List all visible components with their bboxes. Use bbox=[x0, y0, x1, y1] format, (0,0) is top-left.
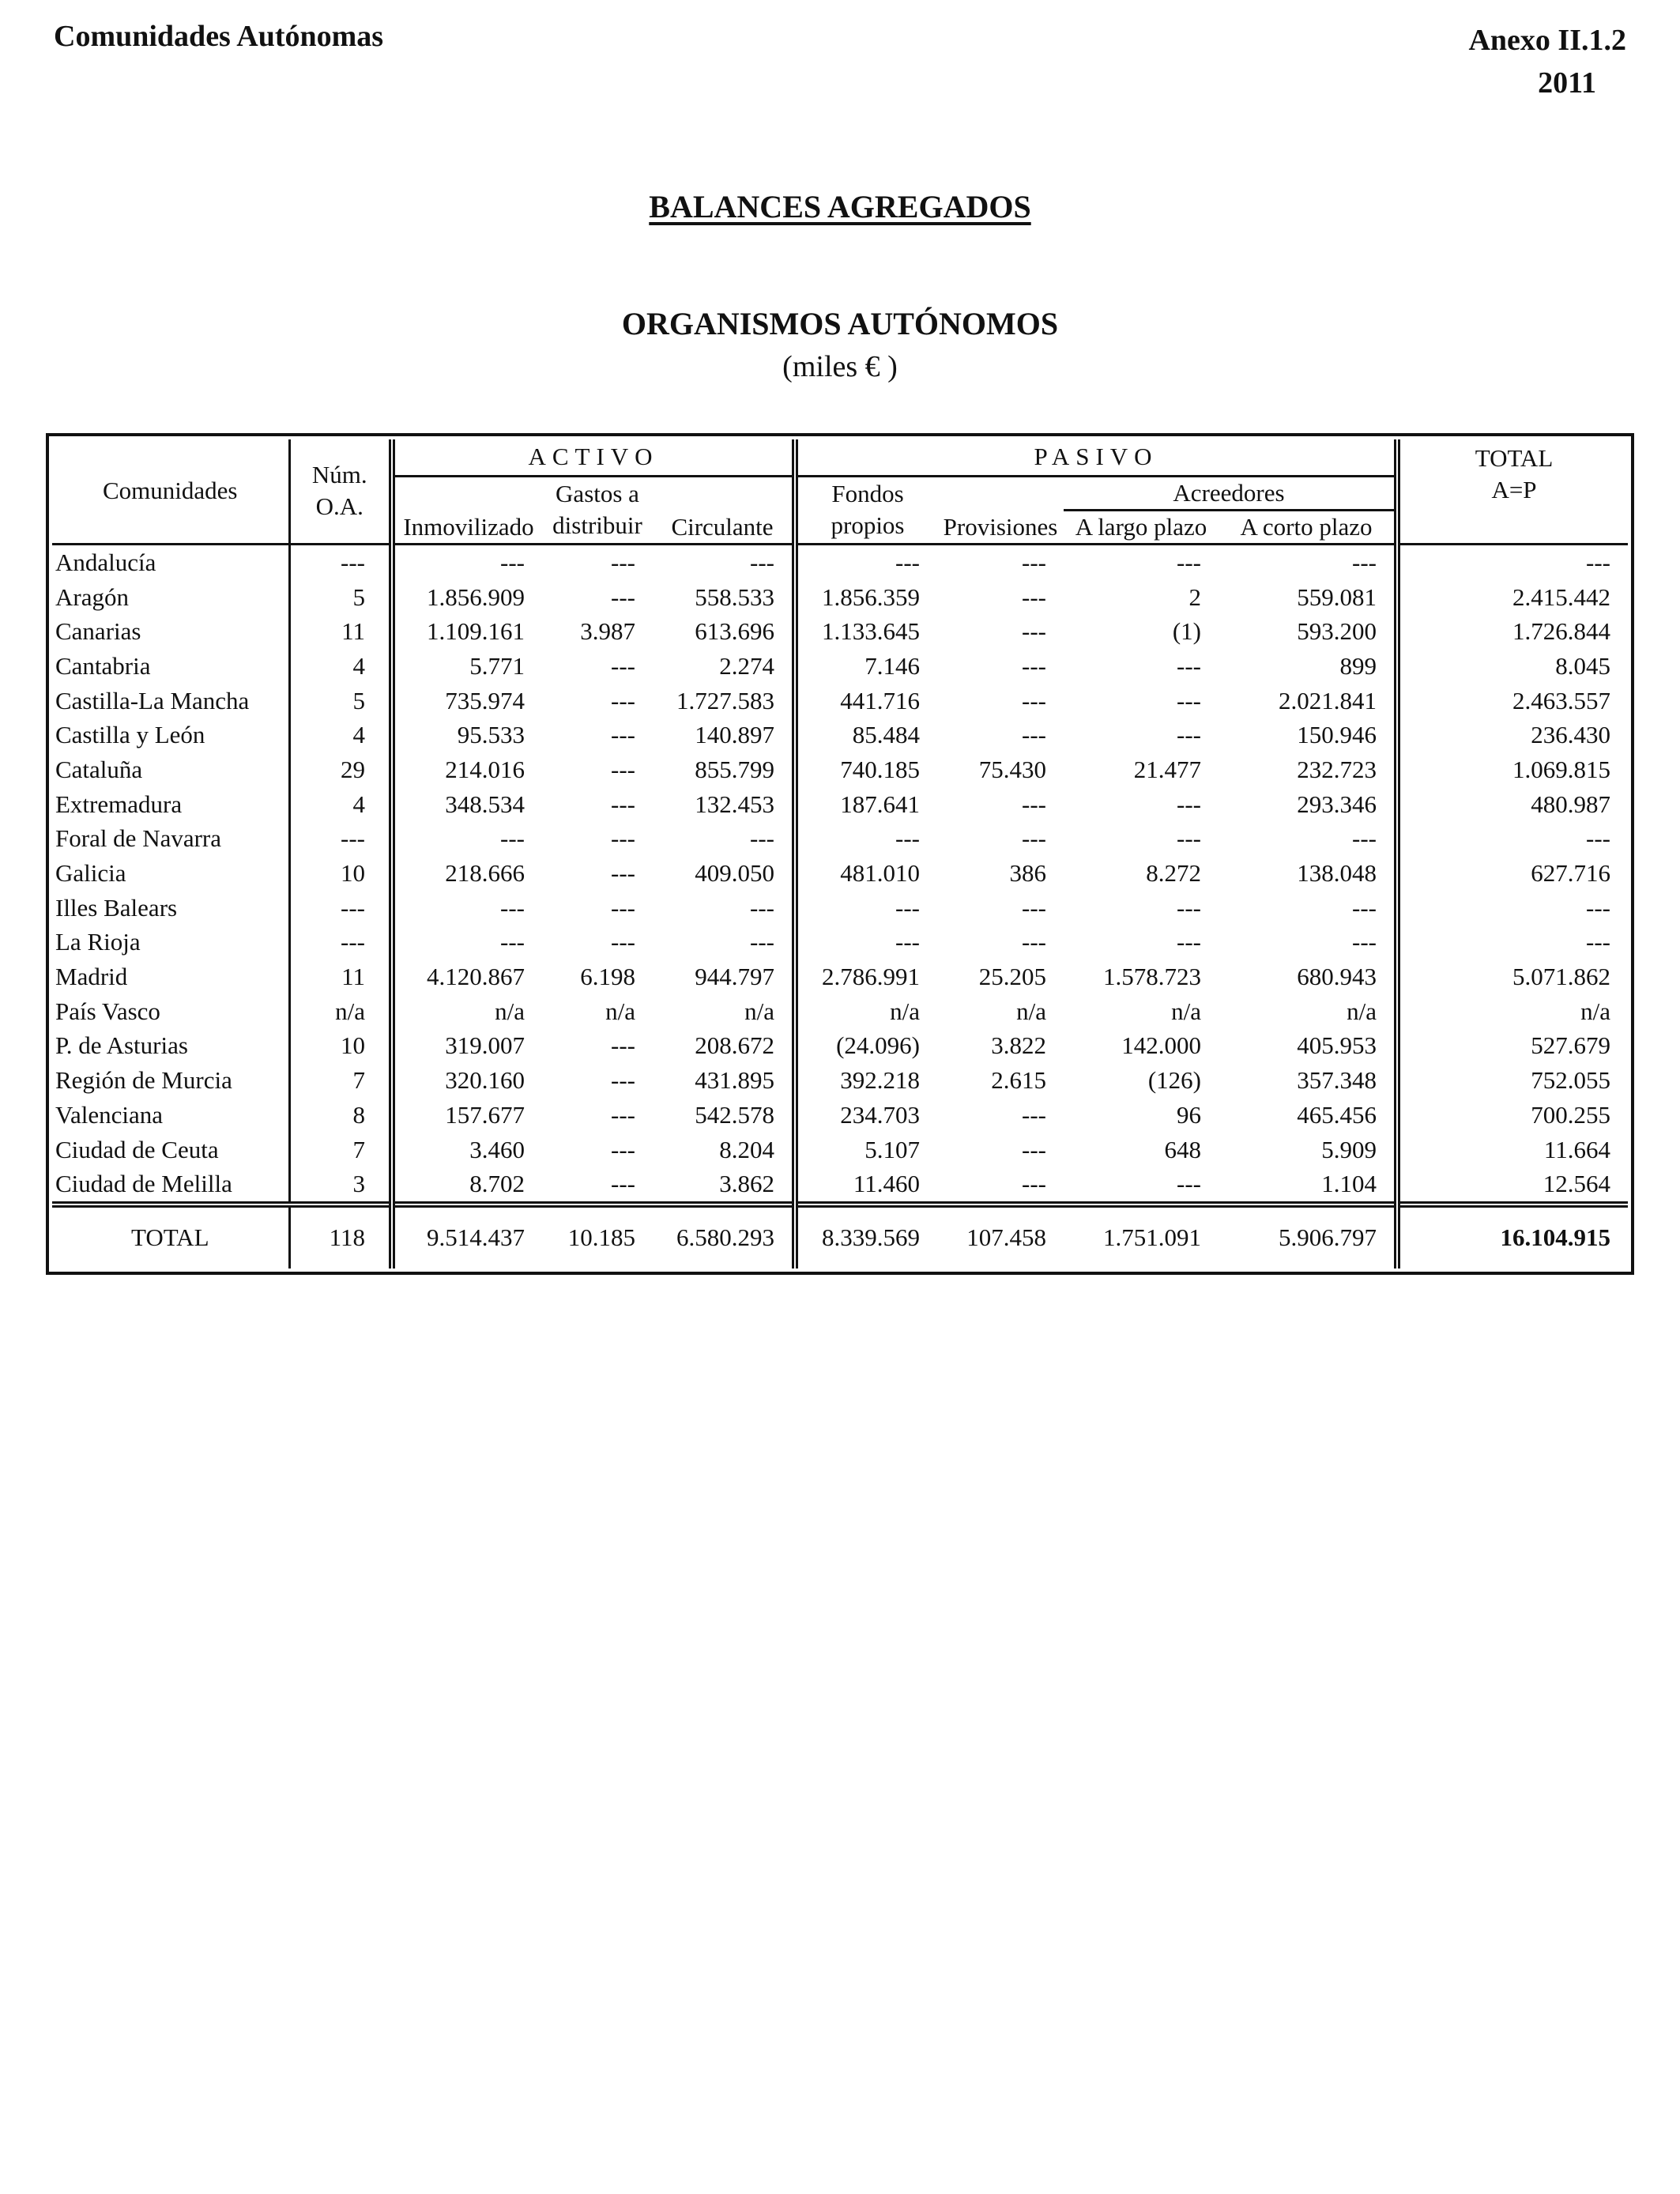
cell-largo-plazo: --- bbox=[1177, 893, 1201, 922]
cell-inmovilizado: 5.771 bbox=[392, 649, 542, 684]
cell-inmovilizado: 157.677 bbox=[392, 1098, 542, 1133]
cell-inmovilizado: 348.534 bbox=[392, 786, 542, 821]
table-row bbox=[52, 614, 1628, 649]
cell-inmovilizado: 8.702 bbox=[392, 1167, 542, 1204]
cell-fondos: 1.856.359 bbox=[795, 579, 937, 614]
cell-comunidad: Andalucía bbox=[52, 544, 289, 579]
cell-num-oa: 11 bbox=[289, 959, 392, 994]
cell-fondos: 441.716 bbox=[795, 683, 937, 718]
cell-provisiones: --- bbox=[1022, 582, 1046, 611]
cell-fondos: --- bbox=[795, 925, 937, 959]
cell-total: n/a bbox=[1397, 993, 1628, 1028]
cell-provisiones: 2.615 bbox=[991, 1066, 1046, 1095]
cell-comunidad: Cataluña bbox=[52, 752, 289, 787]
cell-circulante: 409.050 bbox=[695, 859, 774, 888]
cell-provisiones: --- bbox=[1022, 686, 1046, 714]
group-activo: ACTIVO bbox=[392, 439, 795, 476]
col-comunidades: Comunidades bbox=[52, 439, 289, 544]
cell-gastos: --- bbox=[611, 1135, 635, 1163]
cell-total: 11.664 bbox=[1397, 1132, 1628, 1167]
cell-comunidad: P. de Asturias bbox=[52, 1028, 289, 1063]
cell-comunidad: Canarias bbox=[52, 614, 289, 649]
cell-circulante: --- bbox=[750, 824, 774, 853]
cell-provisiones: --- bbox=[1022, 1135, 1046, 1163]
cell-provisiones: --- bbox=[1022, 1170, 1046, 1198]
cell-num-oa: 8 bbox=[289, 1098, 392, 1133]
cell-num-oa: 4 bbox=[289, 649, 392, 684]
balance-table bbox=[52, 439, 1628, 1269]
cell-inmovilizado: 319.007 bbox=[392, 1028, 542, 1063]
cell-inmovilizado: 95.533 bbox=[392, 718, 542, 752]
col-fondos-line2: propios bbox=[831, 511, 905, 539]
cell-comunidad: La Rioja bbox=[52, 925, 289, 959]
cell-circulante: 3.862 bbox=[719, 1170, 774, 1198]
group-pasivo: PASIVO bbox=[795, 439, 1397, 476]
cell-gastos: --- bbox=[611, 1066, 635, 1095]
cell-corto-plazo: 150.946 bbox=[1297, 721, 1377, 749]
cell-corto-plazo: 680.943 bbox=[1297, 963, 1377, 991]
cell-num-oa: 11 bbox=[289, 614, 392, 649]
group-acreedores: Acreedores bbox=[1064, 476, 1397, 510]
table-body bbox=[52, 544, 1628, 1269]
cell-corto-plazo: 138.048 bbox=[1297, 859, 1377, 888]
cell-corto-plazo: 405.953 bbox=[1297, 1031, 1377, 1060]
page-title: BALANCES AGREGADOS bbox=[649, 189, 1031, 224]
table-row bbox=[52, 683, 1628, 718]
cell-inmovilizado: 1.109.161 bbox=[392, 614, 542, 649]
cell-num-oa: 5 bbox=[289, 579, 392, 614]
table-row bbox=[52, 752, 1628, 787]
cell-comunidad: Región de Murcia bbox=[52, 1063, 289, 1098]
cell-gastos: --- bbox=[611, 1170, 635, 1198]
cell-largo-plazo: 96 bbox=[1177, 1100, 1201, 1129]
cell-provisiones: 25.205 bbox=[978, 963, 1046, 991]
cell-provisiones: --- bbox=[1022, 1100, 1046, 1129]
cell-total: 236.430 bbox=[1397, 718, 1628, 752]
cell-fondos: 5.107 bbox=[795, 1132, 937, 1167]
cell-total: --- bbox=[1397, 925, 1628, 959]
cell-fondos: (24.096) bbox=[795, 1028, 937, 1063]
cell-largo-plazo: 21.477 bbox=[1133, 755, 1201, 783]
cell-gastos: --- bbox=[611, 686, 635, 714]
annex-label: Anexo II.1.2 bbox=[1468, 24, 1626, 57]
cell-inmovilizado: n/a bbox=[392, 993, 542, 1028]
cell-circulante: 140.897 bbox=[695, 721, 774, 749]
cell-circulante: 2.274 bbox=[719, 651, 774, 680]
cell-provisiones: --- bbox=[1022, 548, 1046, 576]
cell-largo-plazo: 142.000 bbox=[1121, 1031, 1201, 1060]
cell-fondos: 392.218 bbox=[795, 1063, 937, 1098]
cell-num-oa: --- bbox=[289, 890, 392, 925]
cell-num-oa: --- bbox=[289, 544, 392, 579]
year-label: 2011 bbox=[1538, 66, 1596, 100]
cell-num-oa: 7 bbox=[289, 1132, 392, 1167]
cell-provisiones: --- bbox=[1022, 790, 1046, 818]
cell-fondos: 234.703 bbox=[795, 1098, 937, 1133]
total-total: 16.104.915 bbox=[1397, 1204, 1628, 1269]
cell-largo-plazo: (1) bbox=[1172, 617, 1201, 646]
total-num-oa: 118 bbox=[289, 1204, 392, 1269]
cell-inmovilizado: --- bbox=[392, 544, 542, 579]
cell-provisiones: --- bbox=[1022, 893, 1046, 922]
cell-num-oa: 7 bbox=[289, 1063, 392, 1098]
cell-provisiones: n/a bbox=[1016, 997, 1046, 1025]
col-corto-plazo: A corto plazo bbox=[1219, 510, 1397, 544]
cell-circulante: 208.672 bbox=[695, 1031, 774, 1060]
cell-corto-plazo: --- bbox=[1352, 548, 1377, 576]
table-row bbox=[52, 649, 1628, 684]
col-total-line1: TOTAL bbox=[1475, 444, 1554, 472]
cell-largo-plazo: 8.272 bbox=[1146, 859, 1201, 888]
cell-total: 1.726.844 bbox=[1397, 614, 1628, 649]
cell-corto-plazo: --- bbox=[1352, 824, 1377, 853]
cell-circulante: 558.533 bbox=[695, 582, 774, 611]
cell-total: 752.055 bbox=[1397, 1063, 1628, 1098]
cell-num-oa: n/a bbox=[289, 993, 392, 1028]
table-row bbox=[52, 718, 1628, 752]
page-subtitle: ORGANISMOS AUTÓNOMOS bbox=[621, 306, 1059, 341]
cell-gastos: --- bbox=[611, 548, 635, 576]
cell-gastos: 6.198 bbox=[580, 963, 635, 991]
cell-circulante: 855.799 bbox=[695, 755, 774, 783]
cell-num-oa: 4 bbox=[289, 718, 392, 752]
cell-gastos: --- bbox=[611, 790, 635, 818]
cell-circulante: 431.895 bbox=[695, 1066, 774, 1095]
cell-fondos: --- bbox=[795, 890, 937, 925]
cell-largo-plazo: 648 bbox=[1164, 1135, 1201, 1163]
col-inmovilizado: Inmovilizado bbox=[392, 476, 542, 544]
cell-comunidad: Madrid bbox=[52, 959, 289, 994]
total-provisiones: 107.458 bbox=[937, 1204, 1064, 1269]
cell-total: --- bbox=[1397, 544, 1628, 579]
col-largo-plazo: A largo plazo bbox=[1064, 510, 1219, 544]
cell-circulante: 8.204 bbox=[719, 1135, 774, 1163]
table-row bbox=[52, 1167, 1628, 1204]
cell-total: 2.463.557 bbox=[1397, 683, 1628, 718]
cell-inmovilizado: --- bbox=[392, 821, 542, 856]
cell-gastos: --- bbox=[611, 1031, 635, 1060]
total-corto-plazo: 5.906.797 bbox=[1219, 1204, 1397, 1269]
cell-provisiones: --- bbox=[1022, 651, 1046, 680]
cell-corto-plazo: --- bbox=[1352, 928, 1377, 956]
cell-provisiones: 75.430 bbox=[978, 755, 1046, 783]
cell-circulante: --- bbox=[750, 928, 774, 956]
cell-largo-plazo: 1.578.723 bbox=[1103, 963, 1201, 991]
cell-corto-plazo: 1.104 bbox=[1321, 1170, 1377, 1198]
cell-total: 627.716 bbox=[1397, 856, 1628, 891]
table-row bbox=[52, 579, 1628, 614]
cell-fondos: 1.133.645 bbox=[795, 614, 937, 649]
cell-num-oa: 5 bbox=[289, 683, 392, 718]
cell-total: 700.255 bbox=[1397, 1098, 1628, 1133]
cell-corto-plazo: --- bbox=[1352, 893, 1377, 922]
cell-circulante: --- bbox=[750, 893, 774, 922]
cell-largo-plazo: 2 bbox=[1188, 582, 1201, 611]
col-total-line2: A=P bbox=[1491, 476, 1537, 503]
cell-provisiones: --- bbox=[1022, 617, 1046, 646]
col-provisiones: Provisiones bbox=[937, 476, 1064, 544]
cell-inmovilizado: --- bbox=[392, 890, 542, 925]
cell-provisiones: --- bbox=[1022, 928, 1046, 956]
table-row bbox=[52, 786, 1628, 821]
cell-num-oa: 3 bbox=[289, 1167, 392, 1204]
table-row bbox=[52, 1063, 1628, 1098]
cell-corto-plazo: 593.200 bbox=[1297, 617, 1377, 646]
col-circulante: Circulante bbox=[653, 476, 795, 544]
cell-comunidad: Aragón bbox=[52, 579, 289, 614]
cell-corto-plazo: 465.456 bbox=[1297, 1100, 1377, 1129]
total-circulante: 6.580.293 bbox=[653, 1204, 795, 1269]
table-row bbox=[52, 890, 1628, 925]
cell-comunidad: Extremadura bbox=[52, 786, 289, 821]
cell-circulante: 542.578 bbox=[695, 1100, 774, 1129]
total-row bbox=[52, 1204, 1628, 1269]
cell-comunidad: Valenciana bbox=[52, 1098, 289, 1133]
cell-circulante: 944.797 bbox=[695, 963, 774, 991]
cell-largo-plazo: --- bbox=[1177, 651, 1201, 680]
table-row bbox=[52, 1028, 1628, 1063]
table-row bbox=[52, 925, 1628, 959]
col-gastos-line1: Gastos a bbox=[556, 480, 639, 507]
table-row bbox=[52, 821, 1628, 856]
cell-num-oa: 10 bbox=[289, 856, 392, 891]
cell-corto-plazo: 2.021.841 bbox=[1279, 686, 1377, 714]
cell-num-oa: 4 bbox=[289, 786, 392, 821]
cell-inmovilizado: 1.856.909 bbox=[392, 579, 542, 614]
total-comunidad: TOTAL bbox=[52, 1204, 289, 1269]
cell-gastos: --- bbox=[611, 582, 635, 611]
table-row bbox=[52, 544, 1628, 579]
cell-comunidad: Castilla-La Mancha bbox=[52, 683, 289, 718]
cell-fondos: 11.460 bbox=[795, 1167, 937, 1204]
table-row bbox=[52, 959, 1628, 994]
col-total bbox=[1397, 439, 1628, 544]
cell-gastos: --- bbox=[611, 928, 635, 956]
cell-num-oa: --- bbox=[289, 821, 392, 856]
cell-largo-plazo: --- bbox=[1177, 721, 1201, 749]
cell-largo-plazo: n/a bbox=[1171, 997, 1201, 1025]
col-num-line1: Núm. bbox=[311, 461, 367, 489]
cell-comunidad: Ciudad de Ceuta bbox=[52, 1132, 289, 1167]
cell-comunidad: Ciudad de Melilla bbox=[52, 1167, 289, 1204]
cell-largo-plazo: --- bbox=[1177, 686, 1201, 714]
col-fondos-line1: Fondos bbox=[831, 480, 904, 507]
cell-inmovilizado: --- bbox=[392, 925, 542, 959]
cell-gastos: 3.987 bbox=[580, 617, 635, 646]
col-fondos bbox=[795, 476, 937, 544]
cell-fondos: --- bbox=[795, 544, 937, 579]
cell-comunidad: Galicia bbox=[52, 856, 289, 891]
cell-total: 480.987 bbox=[1397, 786, 1628, 821]
table-row bbox=[52, 1132, 1628, 1167]
table-row bbox=[52, 1098, 1628, 1133]
cell-gastos: n/a bbox=[605, 997, 635, 1025]
cell-num-oa: 10 bbox=[289, 1028, 392, 1063]
cell-inmovilizado: 320.160 bbox=[392, 1063, 542, 1098]
cell-comunidad: Illes Balears bbox=[52, 890, 289, 925]
cell-corto-plazo: 899 bbox=[1339, 651, 1377, 680]
cell-fondos: 187.641 bbox=[795, 786, 937, 821]
cell-comunidad: Cantabria bbox=[52, 649, 289, 684]
cell-corto-plazo: 357.348 bbox=[1297, 1066, 1377, 1095]
cell-fondos: 481.010 bbox=[795, 856, 937, 891]
cell-total: --- bbox=[1397, 890, 1628, 925]
cell-comunidad: Foral de Navarra bbox=[52, 821, 289, 856]
cell-circulante: 132.453 bbox=[695, 790, 774, 818]
total-fondos: 8.339.569 bbox=[795, 1204, 937, 1269]
cell-total: 5.071.862 bbox=[1397, 959, 1628, 994]
col-gastos bbox=[542, 476, 653, 544]
cell-inmovilizado: 218.666 bbox=[392, 856, 542, 891]
cell-total: 527.679 bbox=[1397, 1028, 1628, 1063]
col-num-line2: O.A. bbox=[315, 492, 363, 521]
cell-largo-plazo: --- bbox=[1177, 824, 1201, 853]
cell-inmovilizado: 735.974 bbox=[392, 683, 542, 718]
total-largo-plazo: 1.751.091 bbox=[1064, 1204, 1219, 1269]
cell-total: 12.564 bbox=[1397, 1167, 1628, 1204]
cell-inmovilizado: 214.016 bbox=[392, 752, 542, 787]
col-num-oa bbox=[289, 439, 392, 544]
cell-num-oa: 29 bbox=[289, 752, 392, 787]
total-inmovilizado: 9.514.437 bbox=[392, 1204, 542, 1269]
cell-corto-plazo: n/a bbox=[1347, 997, 1377, 1025]
cell-total: 8.045 bbox=[1397, 649, 1628, 684]
cell-provisiones: --- bbox=[1022, 721, 1046, 749]
total-gastos: 10.185 bbox=[542, 1204, 653, 1269]
cell-corto-plazo: 293.346 bbox=[1297, 790, 1377, 818]
header-left: Comunidades Autónomas bbox=[54, 20, 384, 53]
cell-fondos: 85.484 bbox=[795, 718, 937, 752]
cell-gastos: --- bbox=[611, 859, 635, 888]
cell-fondos: 740.185 bbox=[795, 752, 937, 787]
cell-largo-plazo: --- bbox=[1177, 790, 1201, 818]
cell-total: --- bbox=[1397, 821, 1628, 856]
cell-largo-plazo: --- bbox=[1177, 1170, 1201, 1198]
cell-gastos: --- bbox=[611, 755, 635, 783]
cell-gastos: --- bbox=[611, 721, 635, 749]
cell-total: 2.415.442 bbox=[1397, 579, 1628, 614]
cell-provisiones: --- bbox=[1022, 824, 1046, 853]
cell-provisiones: 3.822 bbox=[991, 1031, 1046, 1060]
cell-corto-plazo: 232.723 bbox=[1297, 755, 1377, 783]
cell-provisiones: 386 bbox=[1009, 859, 1046, 888]
balance-table-frame bbox=[46, 433, 1634, 1275]
col-gastos-line2: distribuir bbox=[552, 511, 642, 539]
cell-gastos: --- bbox=[611, 824, 635, 853]
cell-corto-plazo: 5.909 bbox=[1321, 1135, 1377, 1163]
cell-total: 1.069.815 bbox=[1397, 752, 1628, 787]
cell-num-oa: --- bbox=[289, 925, 392, 959]
table-row bbox=[52, 856, 1628, 891]
header-right bbox=[1468, 19, 1626, 104]
cell-fondos: 2.786.991 bbox=[795, 959, 937, 994]
cell-inmovilizado: 3.460 bbox=[392, 1132, 542, 1167]
table-row bbox=[52, 993, 1628, 1028]
cell-comunidad: Castilla y León bbox=[52, 718, 289, 752]
cell-circulante: --- bbox=[750, 548, 774, 576]
cell-gastos: --- bbox=[611, 1100, 635, 1129]
units-label: (miles € ) bbox=[782, 350, 898, 383]
cell-comunidad: País Vasco bbox=[52, 993, 289, 1028]
cell-fondos: n/a bbox=[795, 993, 937, 1028]
cell-fondos: 7.146 bbox=[795, 649, 937, 684]
cell-largo-plazo: --- bbox=[1177, 928, 1201, 956]
cell-circulante: 1.727.583 bbox=[676, 686, 774, 714]
cell-gastos: --- bbox=[611, 893, 635, 922]
cell-fondos: --- bbox=[795, 821, 937, 856]
cell-circulante: n/a bbox=[744, 997, 774, 1025]
cell-largo-plazo: --- bbox=[1177, 548, 1201, 576]
cell-corto-plazo: 559.081 bbox=[1297, 582, 1377, 611]
cell-largo-plazo: (126) bbox=[1147, 1066, 1201, 1095]
cell-gastos: --- bbox=[611, 651, 635, 680]
cell-inmovilizado: 4.120.867 bbox=[392, 959, 542, 994]
cell-circulante: 613.696 bbox=[695, 617, 774, 646]
